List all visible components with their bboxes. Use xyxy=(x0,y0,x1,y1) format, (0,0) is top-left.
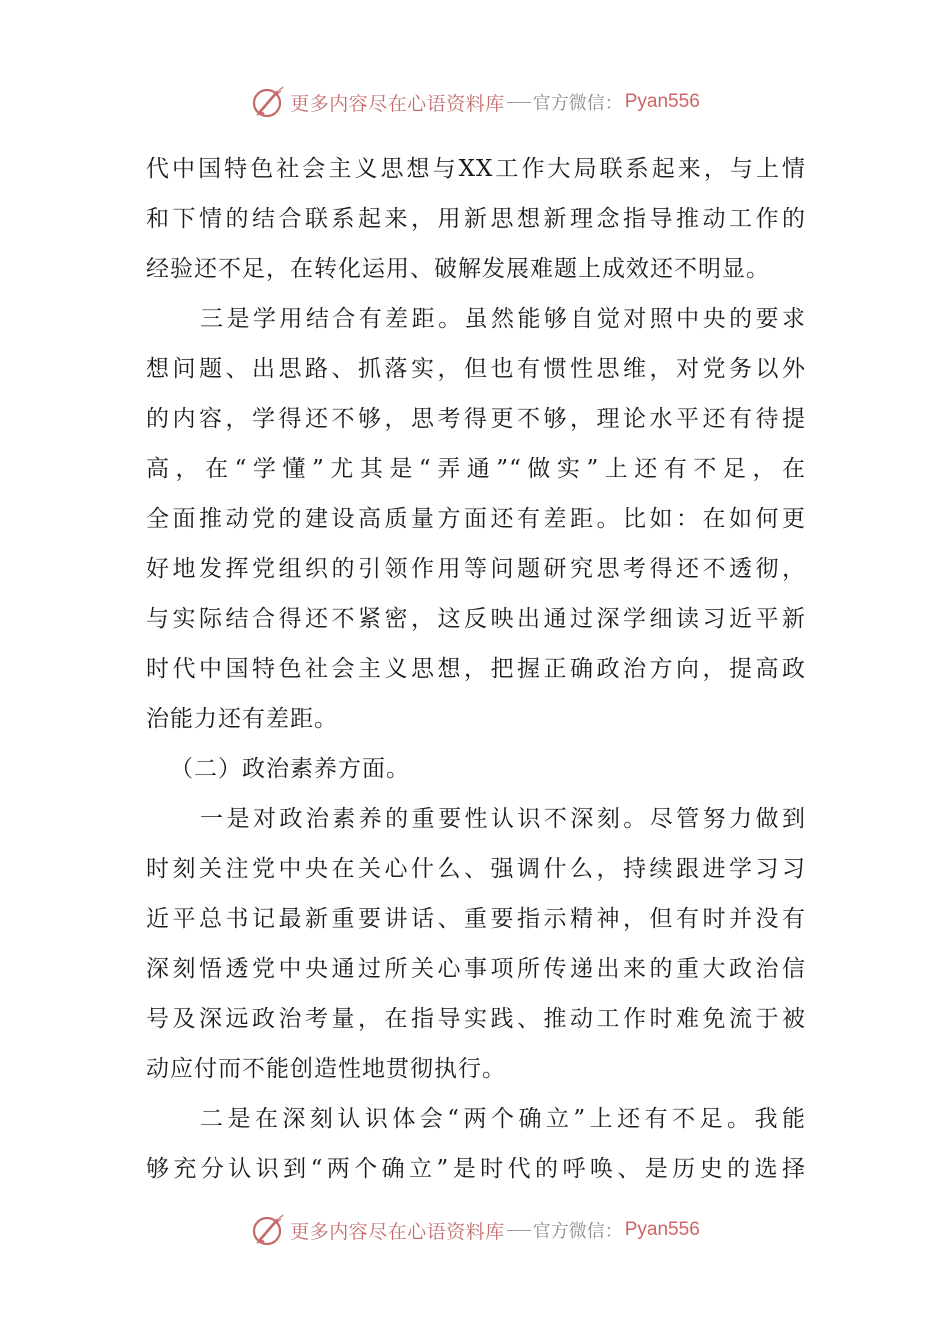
document-body xyxy=(146,144,806,1194)
text-line: 全面推动党的建设高质量方面还有差距。比如：在如何更 xyxy=(146,506,806,532)
text-line: 号及深远政治考量，在指导实践、推动工作时难免流于被 xyxy=(146,1006,806,1032)
text-line: 高，在“学懂”尤其是“弄通”“做实”上还有不足，在 xyxy=(146,456,806,482)
watermark-title: 更多内容尽在心语资料库 xyxy=(290,92,505,115)
watermark-contact-label: 官方微信： xyxy=(532,93,623,114)
quill-logo-icon xyxy=(250,84,286,120)
watermark-header xyxy=(0,82,950,122)
watermark-dash xyxy=(507,102,531,103)
watermark-contact-value: Pyan556 xyxy=(624,91,700,112)
section-heading: （二）政治素养方面。 xyxy=(170,756,410,782)
text-line: 想问题、出思路、抓落实，但也有惯性思维，对党务以外 xyxy=(146,356,806,382)
text-line: 动应付而不能创造性地贯彻执行。 xyxy=(146,1056,506,1082)
text-line: 的内容，学得还不够，思考得更不够，理论水平还有待提 xyxy=(146,406,806,432)
watermark-contact-value: Pyan556 xyxy=(624,1219,700,1240)
text-line: 与实际结合得还不紧密，这反映出通过深学细读习近平新 xyxy=(146,606,806,632)
quill-logo-icon xyxy=(250,1212,286,1248)
text-line: 够充分认识到“两个确立”是时代的呼唤、是历史的选择 xyxy=(146,1156,806,1182)
text-line: 代中国特色社会主义思想与XX工作大局联系起来，与上情 xyxy=(146,156,806,182)
watermark-title: 更多内容尽在心语资料库 xyxy=(290,1220,505,1243)
text-line: 近平总书记最新重要讲话、重要指示精神，但有时并没有 xyxy=(146,906,806,932)
watermark-footer xyxy=(0,1210,950,1250)
paragraph-first-line: 三是学用结合有差距。虽然能够自觉对照中央的要求 xyxy=(200,306,806,332)
text-line: 经验还不足，在转化运用、破解发展难题上成效还不明显。 xyxy=(146,256,770,282)
paragraph-first-line: 一是对政治素养的重要性认识不深刻。尽管努力做到 xyxy=(200,806,806,832)
text-line: 和下情的结合联系起来，用新思想新理念指导推动工作的 xyxy=(146,206,806,232)
watermark-contact-label: 官方微信： xyxy=(532,1221,623,1242)
text-line: 深刻悟透党中央通过所关心事项所传递出来的重大政治信 xyxy=(146,956,806,982)
text-line: 时刻关注党中央在关心什么、强调什么，持续跟进学习习 xyxy=(146,856,806,882)
text-line: 好地发挥党组织的引领作用等问题研究思考得还不透彻， xyxy=(146,556,806,582)
watermark-dash xyxy=(507,1230,531,1231)
text-line: 治能力还有差距。 xyxy=(146,706,338,732)
text-line: 时代中国特色社会主义思想，把握正确政治方向，提高政 xyxy=(146,656,806,682)
paragraph-first-line: 二是在深刻认识体会“两个确立”上还有不足。我能 xyxy=(200,1106,806,1132)
